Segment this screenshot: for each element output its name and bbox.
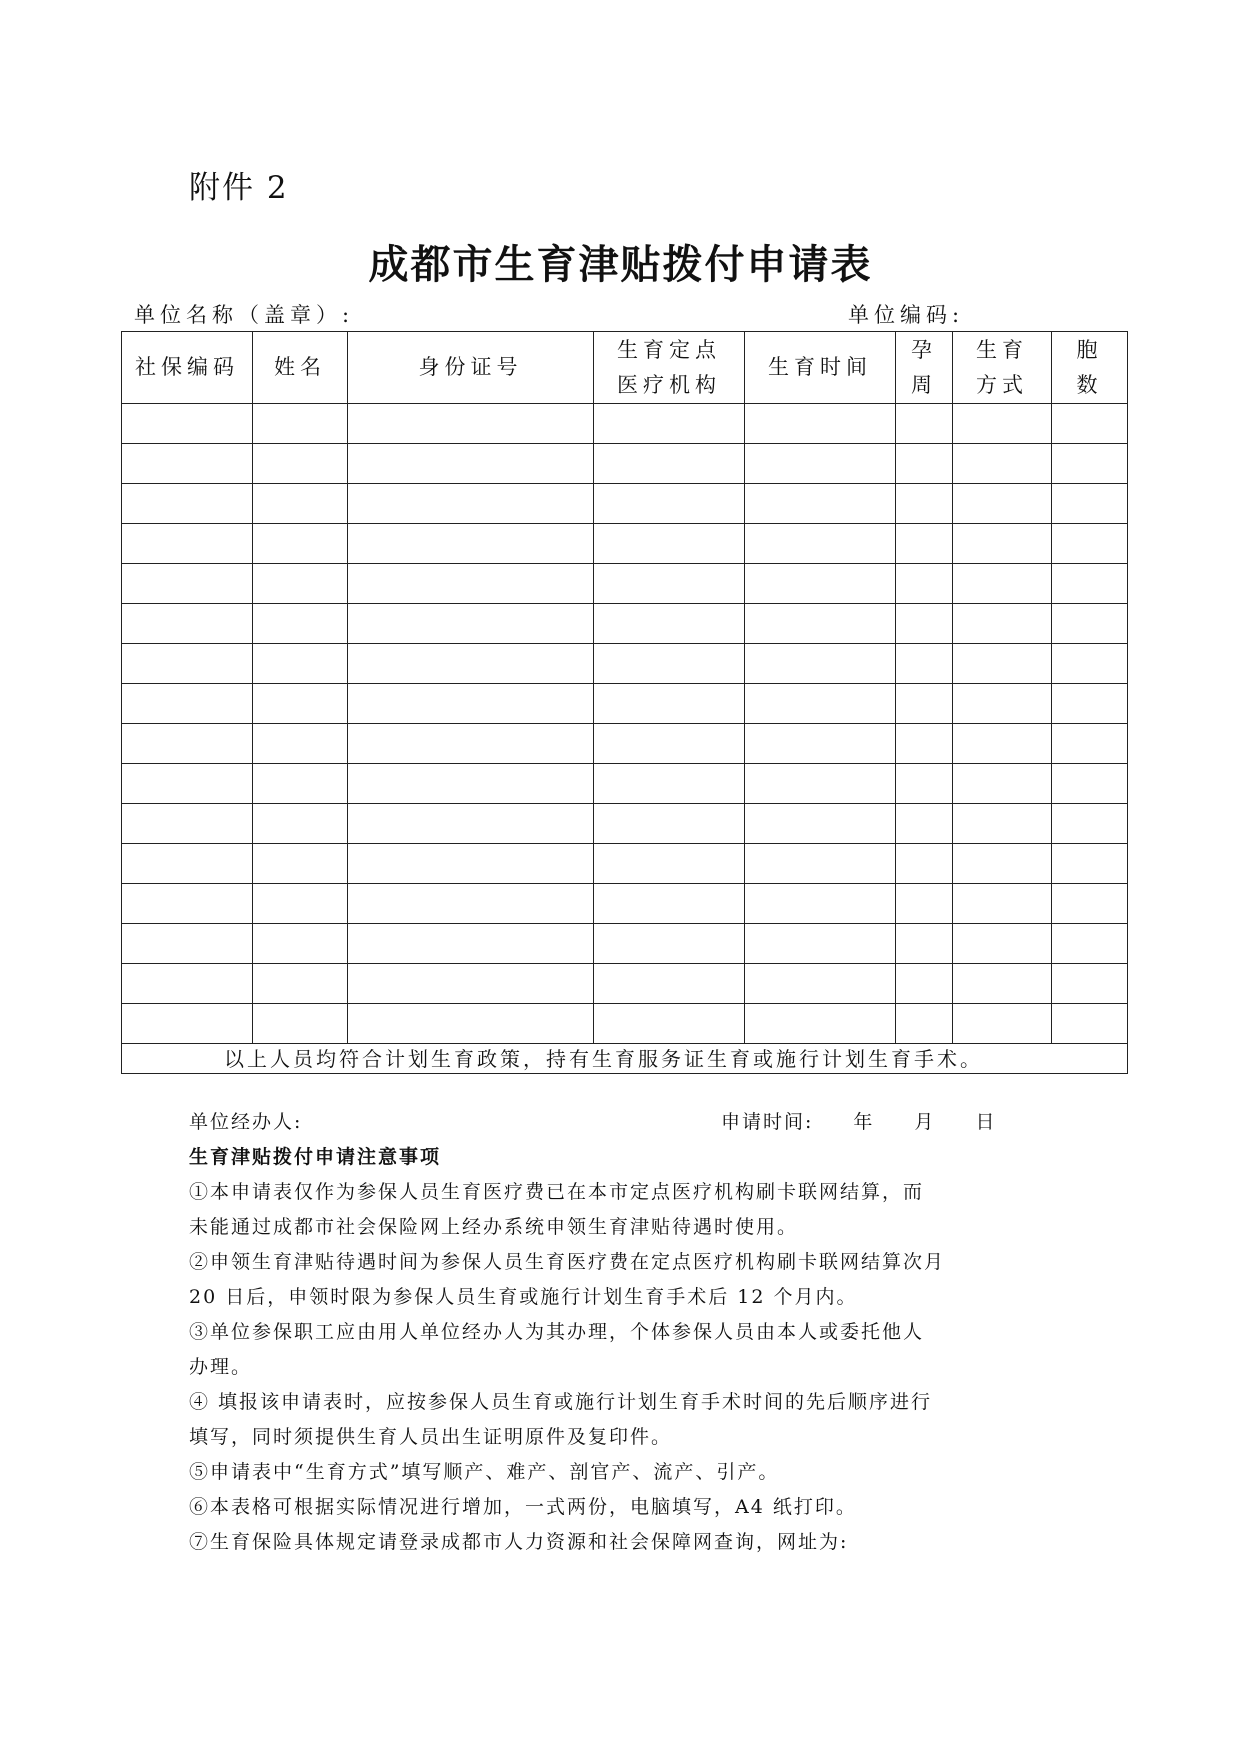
table-cell[interactable] <box>253 684 348 724</box>
note-line: ⑤申请表中“生育方式”填写顺产、难产、剖官产、流产、引产。 <box>189 1461 780 1483</box>
table-cell[interactable] <box>896 804 953 844</box>
unit-name-label: 单位名称（盖章）: <box>134 303 355 327</box>
table-cell[interactable] <box>122 444 253 484</box>
note-line: ⑦生育保险具体规定请登录成都市人力资源和社会保障网查询，网址为: <box>189 1531 849 1553</box>
table-cell[interactable] <box>953 964 1052 1004</box>
table-cell[interactable] <box>594 1004 745 1044</box>
table-row <box>122 964 1128 1004</box>
table-cell[interactable] <box>122 1004 253 1044</box>
header-cell-id-number: 身份证号 <box>348 332 594 404</box>
header-method-line-2: 方式 <box>976 372 1028 397</box>
note-line: ⑥本表格可根据实际情况进行增加，一式两份，电脑填写，A4 纸打印。 <box>189 1496 857 1518</box>
table-cell[interactable] <box>122 604 253 644</box>
table-cell[interactable] <box>896 884 953 924</box>
table-cell[interactable] <box>348 924 594 964</box>
note-line: 未能通过成都市社会保险网上经办系统申领生育津贴待遇时使用。 <box>189 1216 799 1238</box>
table-cell[interactable] <box>953 1004 1052 1044</box>
note-line: 办理。 <box>189 1356 253 1378</box>
table-cell[interactable] <box>594 724 745 764</box>
table-cell[interactable] <box>1052 444 1128 484</box>
table-cell[interactable] <box>594 804 745 844</box>
table-cell[interactable] <box>348 1004 594 1044</box>
header-cell-birth-time: 生育时间 <box>745 332 896 404</box>
table-cell[interactable] <box>253 964 348 1004</box>
table-cell[interactable] <box>896 524 953 564</box>
attachment-label: 附件 2 <box>189 170 289 206</box>
table-row <box>122 684 1128 724</box>
header-weeks-line-1: 孕 <box>911 337 937 362</box>
note-line: ②申领生育津贴待遇时间为参保人员生育医疗费在定点医疗机构刷卡联网结算次月 <box>189 1251 946 1273</box>
table-cell[interactable] <box>896 724 953 764</box>
table-cell[interactable] <box>253 924 348 964</box>
table-cell[interactable] <box>1052 604 1128 644</box>
table-row <box>122 884 1128 924</box>
table-cell[interactable] <box>953 524 1052 564</box>
table-cell[interactable] <box>953 484 1052 524</box>
table-cell[interactable] <box>1052 564 1128 604</box>
header-method-line-1: 生育 <box>976 337 1028 362</box>
note-line: ③单位参保职工应由用人单位经办人为其办理，个体参保人员由本人或委托他人 <box>189 1321 925 1343</box>
table-cell[interactable] <box>745 884 896 924</box>
table-cell[interactable] <box>594 924 745 964</box>
table-cell[interactable] <box>896 844 953 884</box>
table-cell[interactable] <box>594 884 745 924</box>
table-cell[interactable] <box>122 924 253 964</box>
month-label: 月 <box>914 1111 936 1133</box>
table-cell[interactable] <box>1052 404 1128 444</box>
table-cell[interactable] <box>953 644 1052 684</box>
table-cell[interactable] <box>253 484 348 524</box>
table-cell[interactable] <box>896 764 953 804</box>
note-line: 20 日后，申领时限为参保人员生育或施行计划生育手术后 12 个月内。 <box>189 1286 858 1308</box>
notes-list <box>189 1175 1069 1560</box>
table-cell[interactable] <box>348 724 594 764</box>
table-cell[interactable] <box>745 844 896 884</box>
table-row <box>122 484 1128 524</box>
table-cell[interactable] <box>1052 524 1128 564</box>
table-cell[interactable] <box>348 564 594 604</box>
table-cell[interactable] <box>348 884 594 924</box>
table-cell[interactable] <box>122 884 253 924</box>
table-cell[interactable] <box>594 844 745 884</box>
note-line: ①本申请表仅作为参保人员生育医疗费已在本市定点医疗机构刷卡联网结算，而 <box>189 1181 925 1203</box>
table-row <box>122 524 1128 564</box>
table-cell[interactable] <box>896 964 953 1004</box>
table-row <box>122 1004 1128 1044</box>
table-row <box>122 404 1128 444</box>
table-row <box>122 444 1128 484</box>
table-cell[interactable] <box>122 764 253 804</box>
table-cell[interactable] <box>348 764 594 804</box>
table-cell[interactable] <box>896 924 953 964</box>
table-cell[interactable] <box>348 804 594 844</box>
table-cell[interactable] <box>953 684 1052 724</box>
table-cell[interactable] <box>122 564 253 604</box>
table-cell[interactable] <box>253 1004 348 1044</box>
table-cell[interactable] <box>253 884 348 924</box>
table-cell[interactable] <box>953 724 1052 764</box>
day-label: 日 <box>975 1111 997 1133</box>
table-cell[interactable] <box>953 924 1052 964</box>
application-table <box>121 331 1128 1074</box>
table-cell[interactable] <box>253 404 348 444</box>
notes-title: 生育津贴拨付申请注意事项 <box>189 1146 442 1168</box>
table-cell[interactable] <box>896 564 953 604</box>
table-cell[interactable] <box>253 804 348 844</box>
table-cell[interactable] <box>745 964 896 1004</box>
year-label: 年 <box>853 1111 875 1133</box>
table-cell[interactable] <box>253 644 348 684</box>
table-cell[interactable] <box>348 844 594 884</box>
table-cell[interactable] <box>896 404 953 444</box>
table-cell[interactable] <box>594 644 745 684</box>
table-cell[interactable] <box>122 644 253 684</box>
table-cell[interactable] <box>745 524 896 564</box>
table-cell[interactable] <box>745 924 896 964</box>
table-cell[interactable] <box>896 644 953 684</box>
header-cell-pregnancy-weeks <box>896 332 953 404</box>
header-births-line-1: 胞 <box>1076 337 1103 362</box>
table-cell[interactable] <box>953 844 1052 884</box>
table-cell[interactable] <box>122 964 253 1004</box>
header-cell-social-security-code: 社保编码 <box>122 332 253 404</box>
apply-time-line <box>721 1107 996 1134</box>
table-cell[interactable] <box>1052 764 1128 804</box>
table-cell[interactable] <box>896 684 953 724</box>
table-row <box>122 644 1128 684</box>
table-cell[interactable] <box>348 964 594 1004</box>
table-cell[interactable] <box>896 1004 953 1044</box>
table-cell[interactable] <box>953 444 1052 484</box>
table-cell[interactable] <box>122 804 253 844</box>
table-cell[interactable] <box>953 564 1052 604</box>
table-cell[interactable] <box>1052 484 1128 524</box>
table-footer-row <box>122 1044 1128 1074</box>
table-cell[interactable] <box>1052 884 1128 924</box>
table-row <box>122 564 1128 604</box>
header-cell-birth-count <box>1052 332 1128 404</box>
table-cell[interactable] <box>1052 644 1128 684</box>
table-cell[interactable] <box>745 724 896 764</box>
table-cell[interactable] <box>594 604 745 644</box>
table-cell[interactable] <box>122 524 253 564</box>
table-cell[interactable] <box>745 564 896 604</box>
table-row <box>122 604 1128 644</box>
table-cell[interactable] <box>122 404 253 444</box>
table-cell[interactable] <box>1052 1004 1128 1044</box>
table-row <box>122 724 1128 764</box>
header-weeks-line-2: 周 <box>911 372 937 397</box>
table-cell[interactable] <box>745 1004 896 1044</box>
table-cell[interactable] <box>953 764 1052 804</box>
table-cell[interactable] <box>745 604 896 644</box>
header-institution-line-2: 医疗机构 <box>617 372 721 397</box>
table-cell[interactable] <box>253 724 348 764</box>
table-cell[interactable] <box>953 604 1052 644</box>
table-cell[interactable] <box>745 484 896 524</box>
header-institution-line-1: 生育定点 <box>617 337 721 362</box>
table-body <box>122 404 1128 1044</box>
table-cell[interactable] <box>348 484 594 524</box>
note-line: ④ 填报该申请表时，应按参保人员生育或施行计划生育手术时间的先后顺序进行 <box>189 1391 933 1413</box>
table-row <box>122 804 1128 844</box>
table-cell[interactable] <box>953 404 1052 444</box>
table-cell[interactable] <box>745 644 896 684</box>
table-cell[interactable] <box>253 764 348 804</box>
table-cell[interactable] <box>1052 844 1128 884</box>
table-cell[interactable] <box>348 644 594 684</box>
table-cell[interactable] <box>594 484 745 524</box>
table-cell[interactable] <box>348 444 594 484</box>
table-cell[interactable] <box>253 524 348 564</box>
table-cell[interactable] <box>122 684 253 724</box>
table-cell[interactable] <box>1052 964 1128 1004</box>
table-cell[interactable] <box>745 764 896 804</box>
table-cell[interactable] <box>253 444 348 484</box>
table-row <box>122 924 1128 964</box>
table-cell[interactable] <box>953 884 1052 924</box>
table-row <box>122 844 1128 884</box>
table-header-row <box>122 332 1128 404</box>
table-cell[interactable] <box>348 404 594 444</box>
table-cell[interactable] <box>1052 924 1128 964</box>
handler-label: 单位经办人: <box>189 1111 303 1133</box>
table-cell[interactable] <box>953 804 1052 844</box>
unit-code-label: 单位编码: <box>848 303 965 327</box>
table-cell[interactable] <box>896 444 953 484</box>
table-cell[interactable] <box>1052 684 1128 724</box>
table-cell[interactable] <box>122 844 253 884</box>
table-cell[interactable] <box>896 604 953 644</box>
table-cell[interactable] <box>348 524 594 564</box>
table-cell[interactable] <box>745 804 896 844</box>
table-cell[interactable] <box>896 484 953 524</box>
table-cell[interactable] <box>594 764 745 804</box>
table-cell[interactable] <box>348 684 594 724</box>
header-cell-birth-method <box>953 332 1052 404</box>
table-cell[interactable] <box>594 964 745 1004</box>
compliance-statement: 以上人员均符合计划生育政策，持有生育服务证生育或施行计划生育手术。 <box>122 1044 1128 1074</box>
header-cell-name: 姓名 <box>253 332 348 404</box>
apply-time-label: 申请时间: <box>721 1111 814 1133</box>
form-title: 成都市生育津贴拨付申请表 <box>368 241 873 288</box>
header-births-line-2: 数 <box>1076 372 1103 397</box>
table-cell[interactable] <box>348 604 594 644</box>
table-cell[interactable] <box>594 564 745 604</box>
header-cell-institution <box>594 332 745 404</box>
table-cell[interactable] <box>253 564 348 604</box>
table-cell[interactable] <box>253 844 348 884</box>
table-cell[interactable] <box>1052 724 1128 764</box>
table-cell[interactable] <box>594 404 745 444</box>
table-cell[interactable] <box>594 444 745 484</box>
table-cell[interactable] <box>122 724 253 764</box>
table-cell[interactable] <box>122 484 253 524</box>
table-cell[interactable] <box>745 444 896 484</box>
table-cell[interactable] <box>745 404 896 444</box>
table-row <box>122 764 1128 804</box>
table-cell[interactable] <box>253 604 348 644</box>
note-line: 填写，同时须提供生育人员出生证明原件及复印件。 <box>189 1426 673 1448</box>
table-cell[interactable] <box>745 684 896 724</box>
table-cell[interactable] <box>1052 804 1128 844</box>
table-cell[interactable] <box>594 524 745 564</box>
table-cell[interactable] <box>594 684 745 724</box>
